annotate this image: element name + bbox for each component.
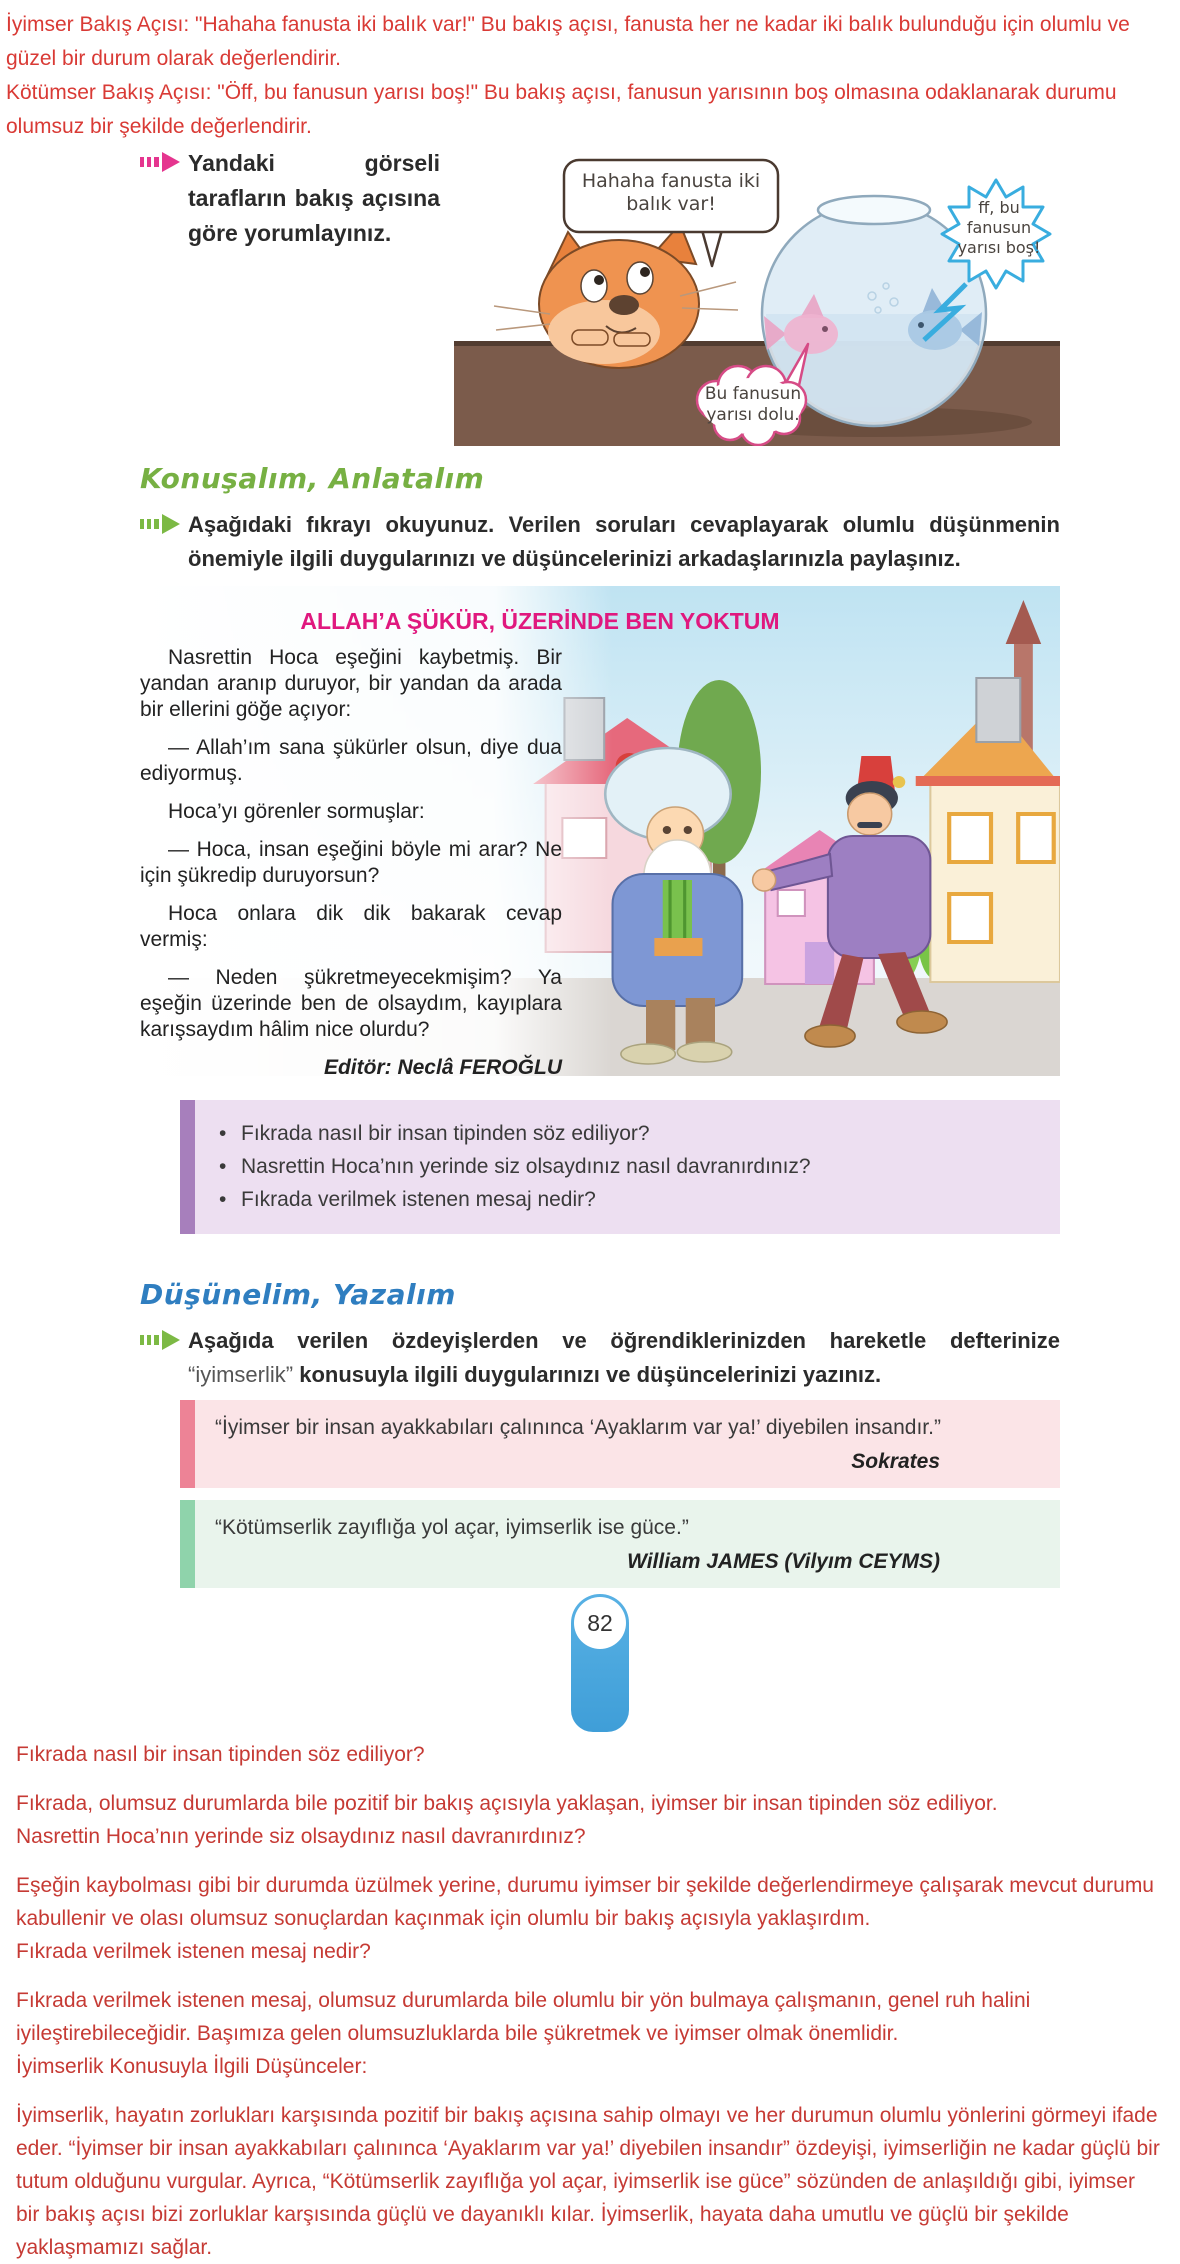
questions-box	[180, 1100, 1060, 1234]
blue-fish-bubble-text: ff, bu fanusun yarısı boş!	[957, 198, 1041, 257]
story-title: ALLAH’A ŞÜKÜR, ÜZERİNDE BEN YOKTUM	[300, 608, 780, 634]
instruction-comment-image-label: Yandaki görseli tarafların bakış açısına göre yorumlayınız.	[188, 150, 440, 246]
instruction-write-part2: konusuyla ilgili duygularınızı ve düşüncelerinizi yazınız.	[293, 1362, 882, 1387]
quote-box-sokrates	[180, 1400, 1060, 1488]
answer-3: Fıkrada verilmek istenen mesaj, olumsuz durumlarda bile olumlu bir yön bulmaya çalışmanın, genel ruh halini iyileştirebileceğidir. Başımıza gelen olumsuzluklarda bile şükretmek ve iyimser olmak önemlidir.	[16, 1989, 1031, 2045]
instruction-write-keyword: “iyimserlik”	[188, 1362, 294, 1387]
story-editor-credit: Editör: Neclâ FEROĞLU	[323, 1056, 562, 1076]
answer-question-1: Fıkrada nasıl bir insan tipinden söz ediliyor?	[16, 1743, 425, 1766]
cat-bubble-text: Hahaha fanusta iki balık var!	[581, 170, 761, 215]
quote-text: “Kötümserlik zayıflığa yol açar, iyimserlik ise güce.”	[215, 1516, 689, 1539]
striped-arrow-icon	[140, 1330, 180, 1350]
worksheet	[140, 146, 1060, 1732]
page-number: 82	[574, 1597, 626, 1649]
answer-question-2: Nasrettin Hoca’nın yerinde siz olsaydınız nasıl davranırdınız?	[16, 1825, 586, 1848]
story-paragraph: — Hoca, insan eşeğini böyle mi arar? Ne için şükredip duruyorsun?	[140, 838, 562, 887]
page-number-badge	[571, 1594, 629, 1732]
questions-box-accent-bar	[180, 1100, 195, 1234]
pink-fish-bubble-text: Bu fanusun yarısı dolu.	[704, 384, 802, 425]
story-text	[140, 645, 562, 1076]
quote-box-accent-bar	[180, 1400, 195, 1488]
quote-author: Sokrates	[851, 1450, 940, 1473]
answer-2: Eşeğin kaybolması gibi bir durumda üzülmek yerine, durumu iyimser bir şekilde değerlendirmeye çalışarak mevcut durumu kabullenir ve olası olumsuz sonuçlardan kaçınmak için olumlu bir bakış açısıyla yaklaşırdım.	[16, 1874, 1154, 1930]
pessimist-viewpoint-note: Kötümser Bakış Açısı: "Öff, bu fanusun yarısı boş!" Bu bakış açısı, fanusun yarısının boş olmasına odaklanarak durumu olumsuz bir şekilde değerlendirir.	[6, 81, 1117, 138]
top-commentary	[0, 0, 1180, 144]
quote-author: William JAMES (Vilyım CEYMS)	[627, 1550, 940, 1573]
instruction-read-joke	[140, 508, 1060, 576]
quote-box-william-james	[180, 1500, 1060, 1588]
quote-text: “İyimser bir insan ayakkabıları çalınınca ‘Ayaklarım var ya!’ diyebilen insandır.”	[215, 1416, 941, 1439]
section-title-konusalim: Konuşalım, Anlatalım	[140, 462, 485, 495]
instruction-write-notebook	[140, 1324, 1060, 1392]
quote-box-accent-bar	[180, 1500, 195, 1588]
story-paragraph: Hoca’yı görenler sormuşlar:	[168, 800, 425, 823]
question-item: • Fıkrada nasıl bir insan tipinden söz ediliyor?	[215, 1121, 1040, 1147]
answer-1: Fıkrada, olumsuz durumlarda bile pozitif bir bakış açısıyla yaklaşan, iyimser bir insan tipinden söz ediliyor.	[16, 1792, 998, 1815]
striped-arrow-icon	[140, 152, 180, 172]
answers-closing-paragraph: İyimserlik, hayatın zorlukları karşısında pozitif bir bakış açısına sahip olmayı ve her durumun olumlu yönlerini görmeyi ifade eder. “İyimser bir insan ayakkabıları çalınınca ‘Ayaklarım var ya!’ diyebilen insandır” özdeyişi, iyimserliğin ne kadar güçlü bir tutum olduğunu vurgular. Ayrıca, “Kötümserlik zayıflığa yol açar, iyimserlik ise güce” sözünden de anlaşıldığı gibi, iyimser bir bakış açısı bizi zorluklar karşısında güçlü ve dayanıklı kılar. İyimserlik, hayata daha umutlu ve güçlü bir şekilde yaklaşmamızı sağlar.	[16, 2104, 1160, 2259]
answers-subheading: İyimserlik Konusuyla İlgili Düşünceler:	[16, 2055, 368, 2078]
cat-fishbowl-cartoon	[454, 146, 1060, 446]
striped-arrow-icon	[140, 514, 180, 534]
instruction-read-joke-label: Aşağıdaki fıkrayı okuyunuz. Verilen soruları cevaplayarak olumlu düşünmenin önemiyle ilgili duygularınızı ve düşüncelerinizi arkadaşlarınızla paylaşınız.	[188, 512, 1060, 571]
answer-question-3: Fıkrada verilmek istenen mesaj nedir?	[16, 1940, 371, 1963]
questions-list	[215, 1121, 1040, 1213]
answers-section	[0, 1738, 1180, 2264]
story-paragraph: Nasrettin Hoca eşeğini kaybetmiş. Bir yandan aranıp duruyor, bir yandan da arada bir ellerini göğe açıyor:	[140, 646, 562, 721]
instruction-comment-image	[140, 146, 440, 446]
optimist-viewpoint-note: İyimser Bakış Açısı: "Hahaha fanusta iki balık var!" Bu bakış açısı, fanusta her ne kadar iki balık bulunduğu için olumlu ve güzel bir durum olarak değerlendirir.	[6, 13, 1130, 70]
story-paragraph: — Neden şükretmeyecekmişim? Ya eşeğin üzerinde ben de olsaydım, kayıplara karışsaydım hâlim nice olurdu?	[140, 966, 562, 1041]
story-paragraph: — Allah’ım sana şükürler olsun, diye dua ediyormuş.	[140, 736, 562, 785]
question-item: • Fıkrada verilmek istenen mesaj nedir?	[215, 1187, 1040, 1213]
instruction-write-part1: Aşağıda verilen özdeyişlerden ve öğrendiklerinizden hareketle defterinize	[188, 1328, 1060, 1353]
section-title-dusunelim: Düşünelim, Yazalım	[140, 1278, 456, 1311]
story-paragraph: Hoca onlara dik dik bakarak cevap vermiş:	[140, 902, 562, 951]
story-box	[140, 586, 1060, 1076]
question-item: • Nasrettin Hoca’nın yerinde siz olsaydınız nasıl davranırdınız?	[215, 1154, 1040, 1180]
